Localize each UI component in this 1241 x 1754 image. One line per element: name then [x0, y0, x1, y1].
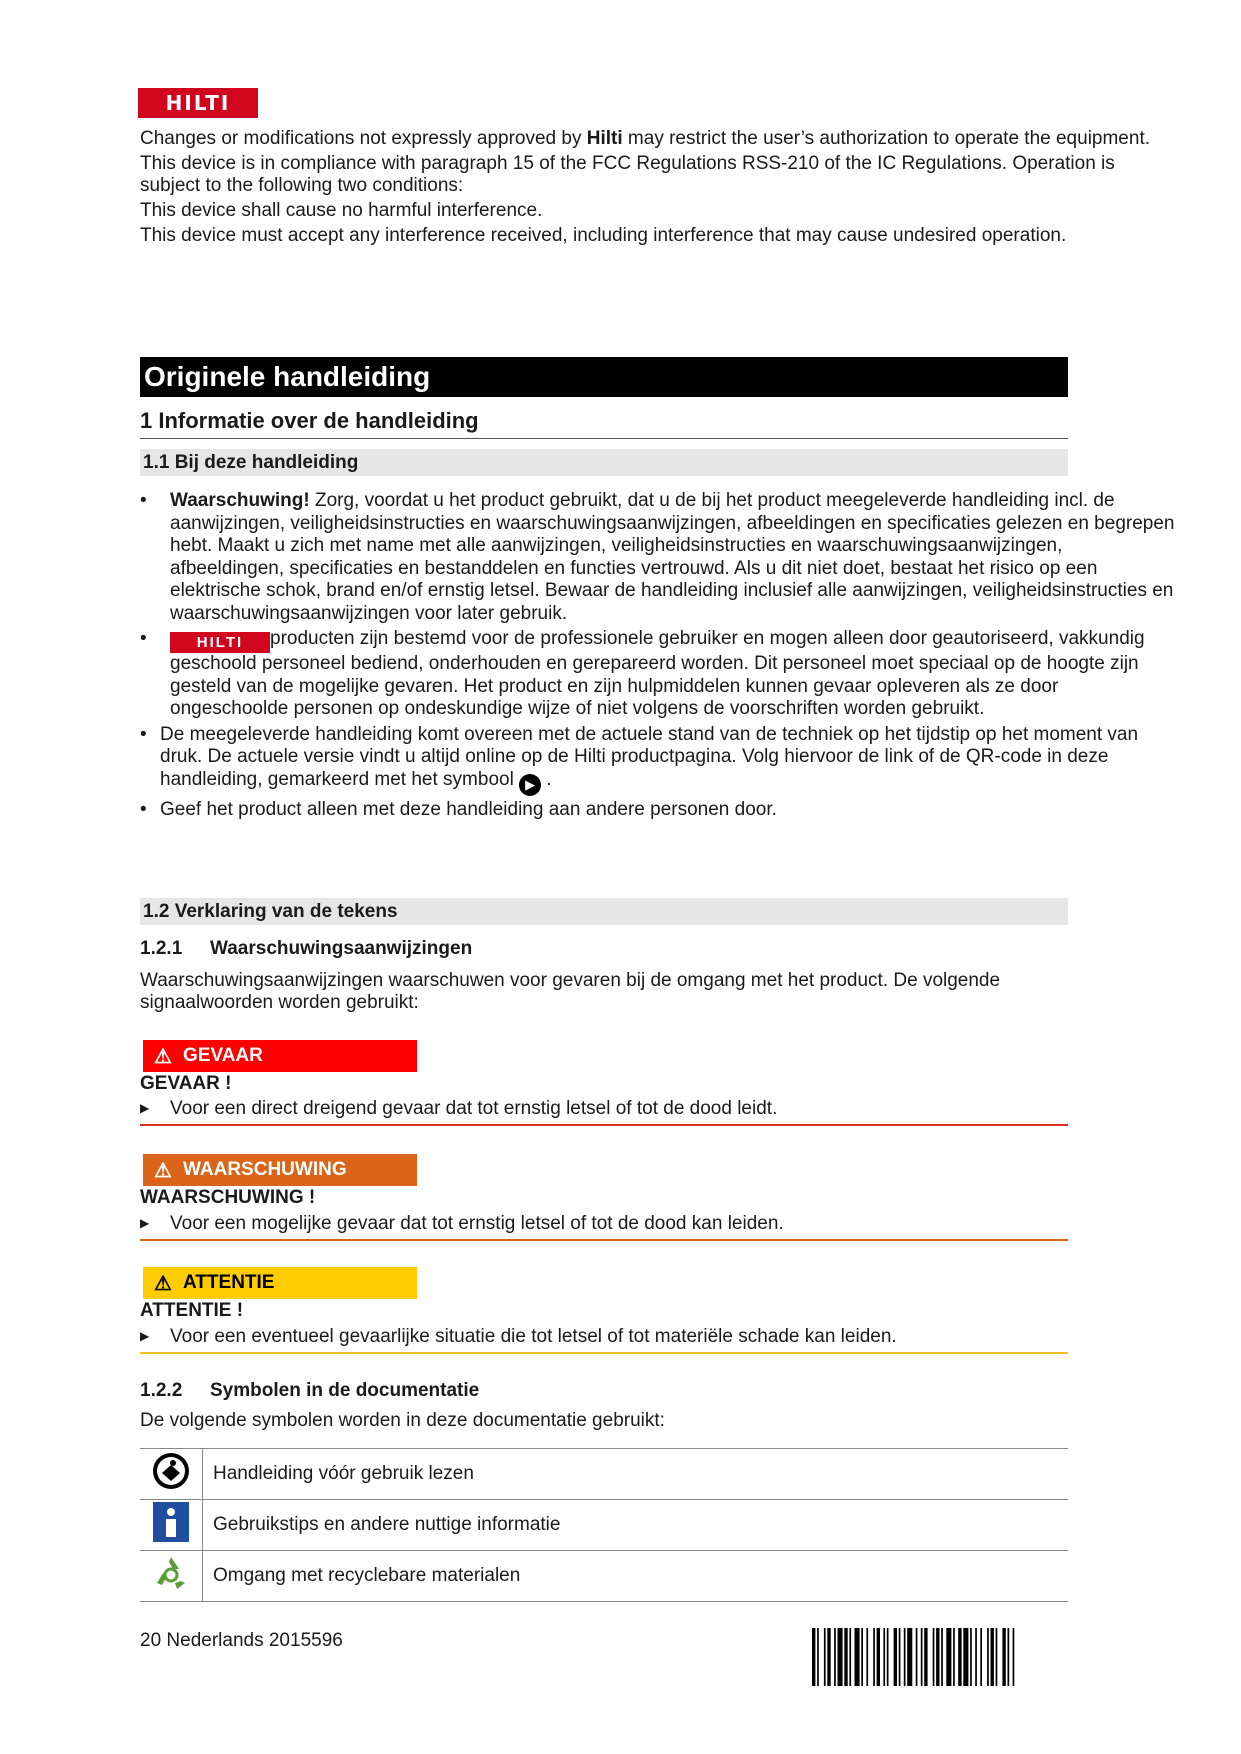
section-1-2-heading: 1.2 Verklaring van de tekens — [140, 898, 1068, 925]
recycle-icon — [151, 1553, 191, 1593]
list-item: • De meegeleverde handleiding komt overeen met de actuele stand van de techniek op het tijdstip op het moment van druk. De actuele versie vindt u altijd online op de Hilti productpagina. Volg hiervoor de link of de QR-code in deze handleiding, gemarkeerd met het symbool ▶ . — [140, 724, 1180, 796]
warning-text: ▶ Voor een mogelijke gevaar dat tot ernstig letsel of tot de dood kan leiden. — [140, 1213, 784, 1234]
table-row — [140, 1449, 1068, 1500]
danger-label: ⚠ GEVAAR — [143, 1040, 417, 1072]
intro-paragraph-4: This device must accept any interference received, including interference that may cause undesired operation. — [140, 225, 1067, 246]
banner-title: Originele handleiding — [140, 357, 1068, 397]
symbol-description: Handleiding vóór gebruik lezen — [213, 1463, 474, 1484]
warning-triangle-icon: ⚠ — [154, 1272, 172, 1295]
warning-triangle-icon: ⚠ — [154, 1045, 172, 1068]
info-icon — [153, 1502, 189, 1542]
caution-title: ATTENTIE ! — [140, 1300, 244, 1321]
intro-text — [140, 128, 1180, 250]
table-row — [140, 1500, 1068, 1551]
table-row — [140, 1551, 1068, 1602]
warning-triangle-icon: ⚠ — [154, 1159, 172, 1182]
barcode — [812, 1628, 1068, 1686]
symbols-table — [140, 1448, 1068, 1602]
list-item: • Waarschuwing! Zorg, voordat u het product gebruikt, dat u de bij het product meegeleverde handleiding incl. de aanwijzingen, veiligheidsinstructies en waarschuwingsaanwijzingen, afbeeldingen en specificaties gelezen en begrepen hebt. Maakt u zich met name met alle aanwijzingen, veiligheidsinstructies en waarschuwingsaanwijzingen, afbeeldingen, specificaties en bestanddelen en functies vertrouwd. Als u dit niet doet, bestaat het risico op een elektrische schok, brand en/of ernstig letsel. Bewaar de handleiding inclusief alle aanwijzingen, veiligheidsinstructies en waarschuwingsaanwijzingen voor later gebruik. — [140, 490, 1175, 624]
section-1-2-1-text: Waarschuwingsaanwijzingen waarschuwen voor gevaren bij de omgang met het product. De volgende signaalwoorden worden gebruikt: — [140, 970, 1001, 1013]
warning-title: WAARSCHUWING ! — [140, 1187, 316, 1208]
list-item: • HILTI producten zijn bestemd voor de professionele gebruiker en mogen alleen door geautoriseerd, vakkundig geschoold personeel bediend, onderhouden en gerepareerd worden. Dit personeel moet speciaal op de hoogte zijn gesteld van de mogelijke gevaren. Het product en zijn hulpmiddelen kunnen gevaar opleveren als ze door ongeschoolde personen op ondeskundige wijze of niet volgens de voorschriften worden gebruikt. — [140, 628, 1145, 719]
caution-text: ▶ Voor een eventueel gevaarlijke situatie die tot letsel of tot materiële schade kan leiden. — [140, 1326, 897, 1347]
caution-label: ⚠ ATTENTIE — [143, 1267, 417, 1299]
intro-paragraph-1: Changes or modifications not expressly approved by Hilti may restrict the user’s authorization to operate the equipment. — [140, 128, 1151, 149]
danger-text: ▶ Voor een direct dreigend gevaar dat tot ernstig letsel of tot de dood leidt. — [140, 1098, 778, 1119]
bullet-list — [140, 490, 1180, 824]
arrow-icon: ▶ — [140, 1329, 150, 1343]
section-1-1-heading: 1.1 Bij deze handleiding — [140, 449, 1068, 476]
danger-rule — [140, 1124, 1068, 1126]
warning-label: ⚠ WAARSCHUWING — [143, 1154, 417, 1186]
caution-rule — [140, 1352, 1068, 1354]
symbol-description: Gebruikstips en andere nuttige informatie — [213, 1514, 561, 1535]
section-1-2-2-heading: 1.2.2 Symbolen in de documentatie — [140, 1380, 480, 1401]
section-1-2-1-heading: 1.2.1 Waarschuwingsaanwijzingen — [140, 938, 473, 959]
hilti-logo: HILTI — [138, 88, 258, 118]
qr-link-icon: ▶ — [519, 774, 541, 796]
danger-title: GEVAAR ! — [140, 1073, 232, 1094]
arrow-icon: ▶ — [140, 1101, 150, 1115]
symbol-description: Omgang met recyclebare materialen — [213, 1565, 521, 1586]
read-manual-icon — [151, 1451, 191, 1491]
warning-rule — [140, 1239, 1068, 1241]
list-item: • Geef het product alleen met deze handleiding aan andere personen door. — [140, 798, 777, 820]
intro-paragraph-2: This device is in compliance with paragraph 15 of the FCC Regulations RSS-210 of the IC Regulations. Operation is subject to the following two conditions: — [140, 153, 1115, 196]
page-footer: 20 Nederlands 2015596 — [140, 1630, 343, 1651]
section-1-heading: 1 Informatie over de handleiding — [140, 408, 1068, 439]
section-1-2-2-text: De volgende symbolen worden in deze documentatie gebruikt: — [140, 1410, 665, 1431]
arrow-icon: ▶ — [140, 1216, 150, 1230]
hilti-inline-logo: HILTI — [170, 632, 270, 653]
intro-paragraph-3: This device shall cause no harmful interference. — [140, 200, 543, 221]
